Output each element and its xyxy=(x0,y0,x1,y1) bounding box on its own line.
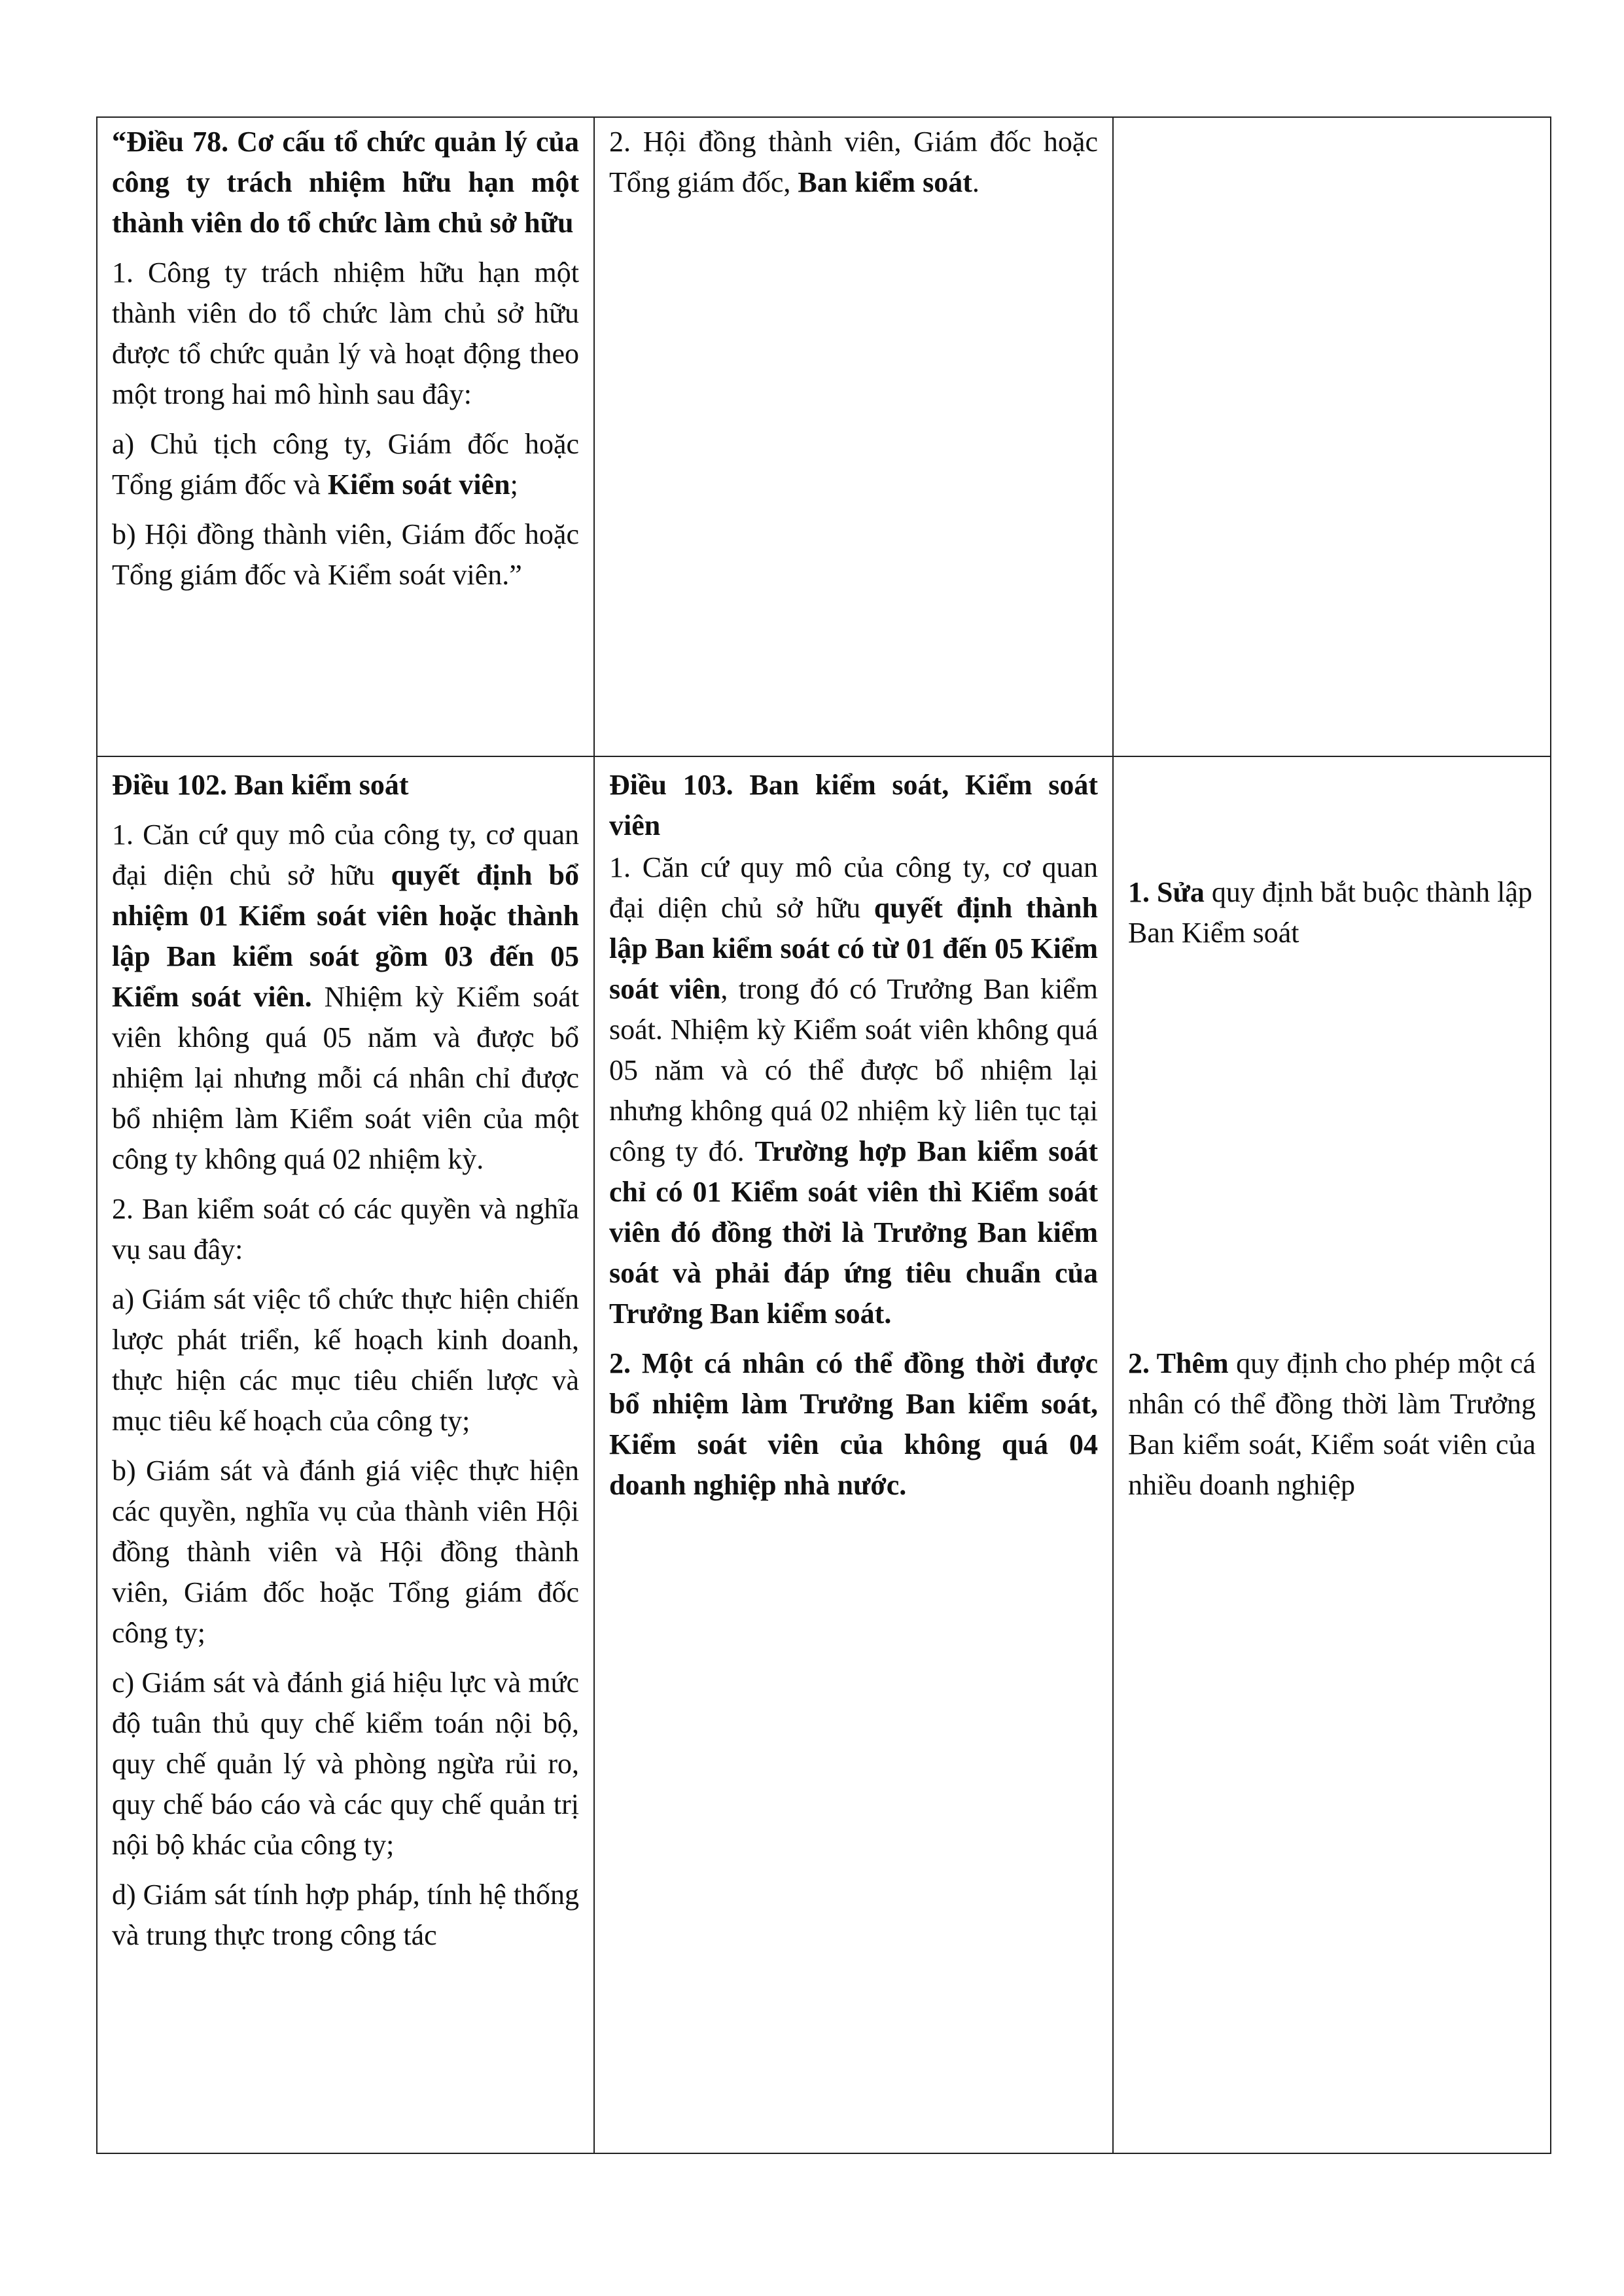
paragraph: c) Giám sát và đánh giá hiệu lực và mức độ tuân thủ quy chế kiểm toán nội bộ, quy chế quản lý và phòng ngừa rủi ro, quy chế báo cáo và các quy chế quản trị nội bộ khác của công ty; xyxy=(112,1667,579,1861)
paragraph: 2. Hội đồng thành viên, Giám đốc hoặc Tổng giám đốc, Ban kiểm soát. xyxy=(609,126,1098,198)
explanation-note: 1. Sửa quy định bắt buộc thành lập Ban Kiểm soát xyxy=(1128,876,1532,949)
current-law-cell xyxy=(97,117,594,756)
article-heading: “Điều 78. Cơ cấu tổ chức quản lý của công ty trách nhiệm hữu hạn một thành viên do tổ chức làm chủ sở hữu xyxy=(112,126,579,239)
paragraph: b) Giám sát và đánh giá việc thực hiện các quyền, nghĩa vụ của thành viên Hội đồng thành viên và Hội đồng thành viên, Giám đốc hoặc Tổng giám đốc công ty; xyxy=(112,1455,579,1649)
paragraph: 2. Ban kiểm soát có các quyền và nghĩa vụ sau đây: xyxy=(112,1193,579,1265)
explanation-cell xyxy=(1113,117,1551,756)
paragraph: b) Hội đồng thành viên, Giám đốc hoặc Tổng giám đốc và Kiểm soát viên.” xyxy=(112,518,579,591)
paragraph: 1. Căn cứ quy mô của công ty, cơ quan đại diện chủ sở hữu quyết định thành lập Ban kiểm soát có từ 01 đến 05 Kiểm soát viên, trong đó có Trưởng Ban kiểm soát. Nhiệm kỳ Kiểm soát viên không quá 05 năm và có thể được bổ nhiệm lại nhưng không quá 02 nhiệm kỳ liên tục tại công ty đó. Trường hợp Ban kiểm soát chỉ có 01 Kiểm soát viên thì Kiểm soát viên đó đồng thời là Trưởng Ban kiểm soát và phải đáp ứng tiêu chuẩn của Trưởng Ban kiểm soát. xyxy=(609,851,1099,1330)
comparison-table xyxy=(96,116,1551,2154)
explanation-cell xyxy=(1113,756,1551,2153)
paragraph: 1. Công ty trách nhiệm hữu hạn một thành viên do tổ chức làm chủ sở hữu được tổ chức quản lý và hoạt động theo một trong hai mô hình sau đây: xyxy=(112,256,579,410)
table-row xyxy=(97,117,1551,756)
paragraph: d) Giám sát tính hợp pháp, tính hệ thống và trung thực trong công tác xyxy=(112,1879,579,1951)
paragraph: 1. Căn cứ quy mô của công ty, cơ quan đại diện chủ sở hữu quyết định bổ nhiệm 01 Kiểm soát viên hoặc thành lập Ban kiểm soát gồm 03 đến 05 Kiểm soát viên. Nhiệm kỳ Kiểm soát viên không quá 05 năm và được bổ nhiệm lại nhưng mỗi cá nhân chỉ được bổ nhiệm làm Kiểm soát viên của một công ty không quá 02 nhiệm kỳ. xyxy=(112,819,579,1175)
table-row xyxy=(97,756,1551,2153)
explanation-note: 2. Thêm quy định cho phép một cá nhân có thể đồng thời làm Trưởng Ban kiểm soát, Kiểm soát viên của nhiều doanh nghiệp xyxy=(1128,1347,1536,1501)
paragraph: a) Chủ tịch công ty, Giám đốc hoặc Tổng giám đốc và Kiểm soát viên; xyxy=(112,428,579,501)
article-heading: Điều 102. Ban kiểm soát xyxy=(112,769,409,801)
paragraph: a) Giám sát việc tổ chức thực hiện chiến lược phát triển, kế hoạch kinh doanh, thực hiện các mục tiêu chiến lược và mục tiêu kế hoạch của công ty; xyxy=(112,1283,579,1437)
article-heading: Điều 103. Ban kiểm soát, Kiểm soát viên xyxy=(609,769,1098,841)
draft-law-cell xyxy=(594,117,1113,756)
draft-law-cell xyxy=(594,756,1113,2153)
paragraph: 2. Một cá nhân có thể đồng thời được bổ nhiệm làm Trưởng Ban kiểm soát, Kiểm soát viên của không quá 04 doanh nghiệp nhà nước. xyxy=(609,1347,1098,1501)
current-law-cell xyxy=(97,756,594,2153)
